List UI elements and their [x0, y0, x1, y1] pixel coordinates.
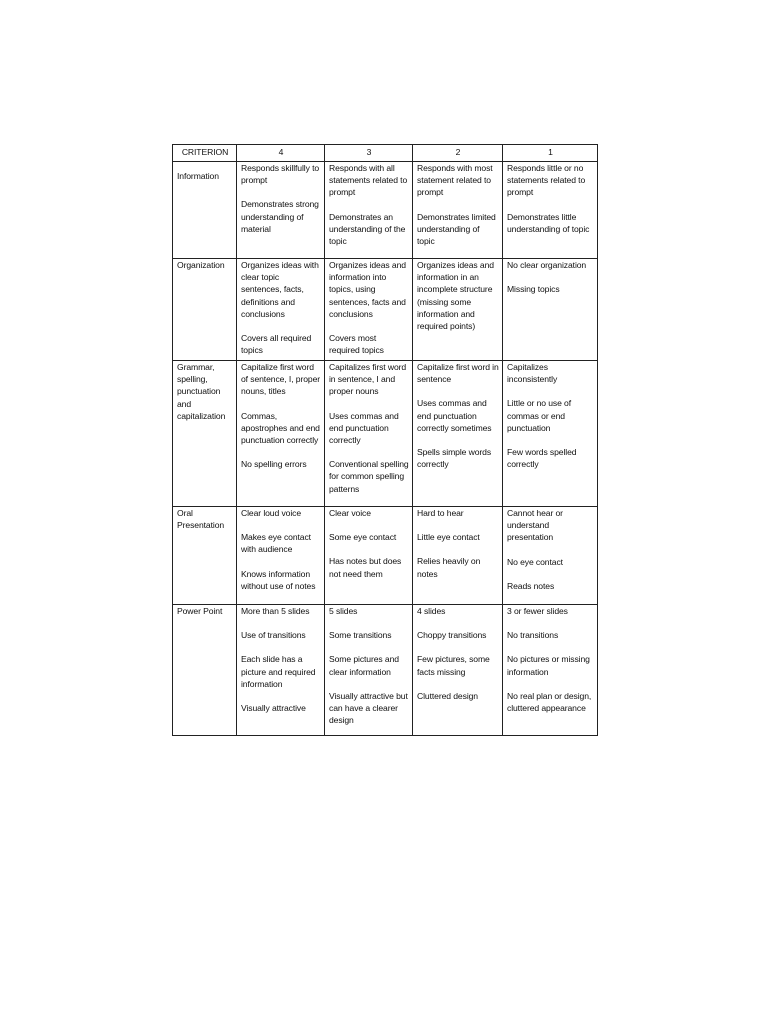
score-2-cell [413, 605, 503, 736]
criterion-label: Power Point [177, 606, 223, 616]
criterion-cell [173, 259, 237, 361]
descriptor-text: No clear organization [507, 260, 587, 270]
header-score-3: 3 [325, 145, 413, 162]
criterion-cell [173, 361, 237, 507]
rubric-body [173, 162, 598, 736]
descriptor-text: Organizes ideas with clear topic sentences, facts, definitions and conclusions [241, 260, 319, 319]
descriptor-text: Some transitions [329, 630, 392, 641]
descriptor-text: Reads notes [507, 580, 555, 591]
score-4-cell [237, 361, 325, 507]
rubric-row-oral-presentation [173, 507, 598, 605]
descriptor-text: Capitalize first word in sentence [417, 362, 499, 385]
descriptor-text: Cluttered design [417, 690, 478, 701]
score-4-cell [237, 507, 325, 605]
criterion-cell [173, 605, 237, 736]
score-3-cell [325, 507, 413, 605]
descriptor-text: No pictures or missing information [507, 654, 590, 677]
descriptor-text: Demonstrates limited understanding of topic [417, 211, 496, 247]
descriptor-text: 3 or fewer slides [507, 606, 568, 616]
score-1-cell [503, 507, 598, 605]
descriptor-text: Uses commas and end punctuation correctly [329, 410, 399, 446]
descriptor-text: Organizes ideas and information into topics, using sentences, facts and conclusions [329, 260, 406, 319]
descriptor-text: Some pictures and clear information [329, 654, 399, 677]
score-1-cell [503, 361, 598, 507]
score-3-cell [325, 605, 413, 736]
criterion-label: Information [177, 171, 219, 181]
descriptor-text: Few pictures, some facts missing [417, 654, 490, 677]
criterion-cell [173, 507, 237, 605]
descriptor-text: Missing topics [507, 284, 560, 295]
criterion-label: Organization [177, 260, 225, 270]
score-3-cell [325, 162, 413, 259]
descriptor-text: Capitalizes first word in sentence, I and proper nouns [329, 362, 407, 397]
descriptor-text: Has notes but does not need them [329, 556, 402, 579]
descriptor-text: Few words spelled correctly [507, 447, 577, 470]
descriptor-text: Demonstrates strong understanding of material [241, 199, 319, 234]
descriptor-text: Responds little or no statements related to prompt [507, 163, 586, 198]
score-3-cell [325, 259, 413, 361]
score-4-cell [237, 162, 325, 259]
descriptor-text: Clear loud voice [241, 508, 302, 518]
score-1-cell [503, 605, 598, 736]
header-score-2: 2 [413, 145, 503, 162]
rubric-row-organization [173, 259, 598, 361]
descriptor-text: 5 slides [329, 606, 358, 616]
descriptor-text: Conventional spelling for common spelling patterns [329, 459, 409, 494]
score-2-cell [413, 361, 503, 507]
descriptor-text: Demonstrates an understanding of the topic [329, 211, 406, 247]
descriptor-text: Each slide has a picture and required information [241, 654, 316, 689]
rubric-row-information [173, 162, 598, 259]
descriptor-text: More than 5 slides [241, 606, 310, 616]
descriptor-text: No spelling errors [241, 459, 307, 470]
descriptor-text: Responds with most statement related to prompt [417, 163, 493, 198]
header-score-1: 1 [503, 145, 598, 162]
descriptor-text: Organizes ideas and information in an incomplete structure (missing some information and required points) [417, 260, 494, 332]
descriptor-text: Little or no use of commas or end punctuation [507, 398, 572, 433]
descriptor-text: No eye contact [507, 556, 563, 567]
header-row [173, 145, 598, 162]
criterion-label: Grammar, spelling, punctuation and capitalization [177, 362, 226, 421]
descriptor-text: Uses commas and end punctuation correctly sometimes [417, 398, 492, 433]
descriptor-text: Capitalizes inconsistently [507, 362, 558, 385]
header-score-4: 4 [237, 145, 325, 162]
descriptor-text: No real plan or design, cluttered appearance [507, 690, 592, 714]
rubric-row-power-point [173, 605, 598, 736]
descriptor-text: 4 slides [417, 606, 446, 616]
score-4-cell [237, 605, 325, 736]
score-2-cell [413, 162, 503, 259]
descriptor-text: Knows information without use of notes [241, 568, 316, 591]
descriptor-text: Some eye contact [329, 532, 397, 543]
rubric-header [173, 145, 598, 162]
score-2-cell [413, 259, 503, 361]
descriptor-text: Covers all required topics [241, 333, 312, 356]
score-1-cell [503, 162, 598, 259]
descriptor-text: Responds with all statements related to prompt [329, 163, 408, 198]
header-criterion: CRITERION [173, 145, 237, 162]
descriptor-text: Responds skillfully to prompt [241, 163, 320, 186]
descriptor-text: No transitions [507, 630, 559, 641]
descriptor-text: Covers most required topics [329, 333, 384, 356]
rubric-row-grammar [173, 361, 598, 507]
descriptor-text: Little eye contact [417, 532, 480, 543]
descriptor-text: Use of transitions [241, 630, 306, 641]
score-3-cell [325, 361, 413, 507]
score-4-cell [237, 259, 325, 361]
descriptor-text: Demonstrates little understanding of topic [507, 211, 590, 234]
criterion-cell [173, 162, 237, 259]
descriptor-text: Makes eye contact with audience [241, 532, 311, 555]
descriptor-text: Choppy transitions [417, 630, 487, 641]
score-2-cell [413, 507, 503, 605]
descriptor-text: Visually attractive [241, 703, 306, 714]
score-1-cell [503, 259, 598, 361]
descriptor-text: Cannot hear or understand presentation [507, 508, 563, 543]
descriptor-text: Capitalize first word of sentence, I, proper nouns, titles [241, 362, 321, 397]
descriptor-text: Relies heavily on notes [417, 556, 481, 579]
descriptor-text: Visually attractive but can have a clearer design [329, 690, 408, 726]
descriptor-text: Hard to hear [417, 508, 464, 518]
descriptor-text: Spells simple words correctly [417, 447, 492, 470]
descriptor-text: Clear voice [329, 508, 371, 518]
descriptor-text: Commas, apostrophes and end punctuation correctly [241, 410, 320, 446]
criterion-label: Oral Presentation [177, 508, 225, 531]
rubric-table [172, 144, 598, 736]
